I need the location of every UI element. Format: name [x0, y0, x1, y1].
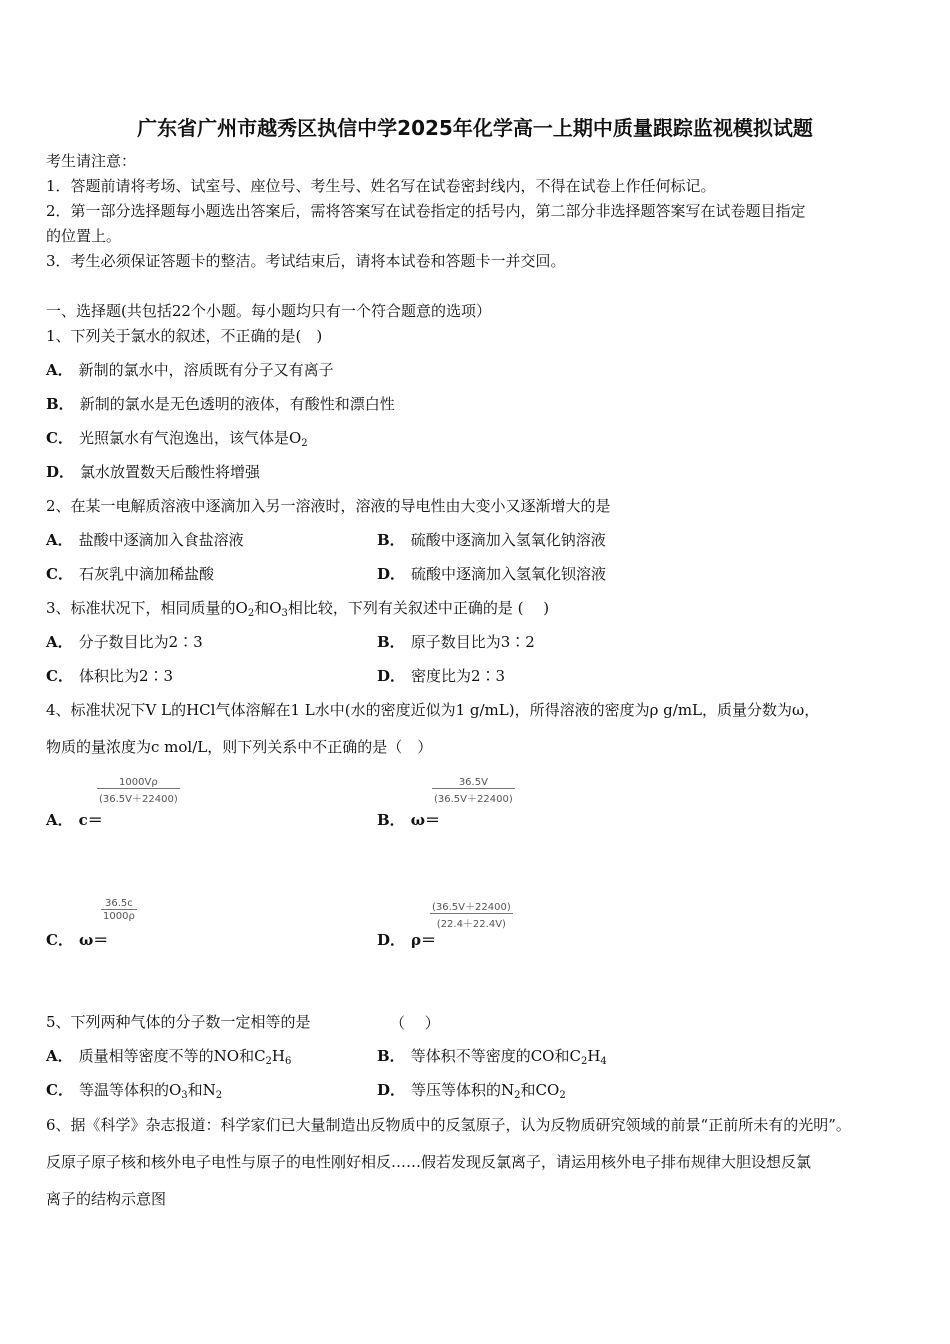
- option-letter: A．: [46, 531, 73, 549]
- option-text: 质量相等密度不等的NO和C: [78, 1047, 266, 1065]
- q5-option-a: [46, 1046, 291, 1066]
- option-letter: D．: [377, 931, 406, 949]
- option-letter: B．: [377, 633, 405, 651]
- option-letter: A．: [46, 811, 73, 829]
- option-letter: D．: [377, 667, 406, 685]
- option-text: H: [271, 1047, 286, 1065]
- q4-option-d: [377, 930, 436, 950]
- q2-option-c: [46, 564, 214, 584]
- subscript: 3: [181, 1090, 188, 1101]
- option-text: 石灰乳中滴加稀盐酸: [78, 565, 214, 583]
- option-letter: B．: [46, 395, 74, 413]
- option-text: 等体积不等密度的CO和C: [410, 1047, 581, 1065]
- option-text: 原子数目比为3∶2: [410, 633, 535, 651]
- fraction-denominator: (36.5V＋22400): [432, 788, 515, 805]
- q4-c-fraction: [101, 898, 137, 922]
- q4-b-fraction: [432, 777, 515, 805]
- q1-stem: 1、下列关于氯水的叙述，不正确的是( ): [46, 327, 323, 345]
- option-letter: B．: [377, 531, 405, 549]
- notice-heading: 考生请注意：: [46, 152, 137, 170]
- notice-item-3: 3．考生必须保证答题卡的整洁。考试结束后，请将本试卷和答题卡一并交回。: [46, 252, 566, 270]
- option-letter: C．: [46, 429, 73, 447]
- option-letter: B．: [377, 1047, 405, 1065]
- q4-stem-line1: 4、标准状况下V L的HCl气体溶解在1 L水中(水的密度近似为1 g/mL)，所得溶液的密度为ρ g/mL，质量分数为ω，: [46, 701, 820, 719]
- option-text: 硫酸中逐滴加入氢氧化钠溶液: [410, 531, 606, 549]
- notice-item-1: 1．答题前请将考场、试室号、座位号、考生号、姓名写在试卷密封线内，不得在试卷上作任何标记。: [46, 177, 716, 195]
- q1-option-a: [46, 360, 334, 380]
- q4-option-b: [377, 810, 440, 830]
- q3-stem-post: 相比较，下列有关叙述中正确的是 ( ): [287, 599, 550, 617]
- option-text: ω＝: [410, 811, 440, 829]
- notice-item-2-cont: 的位置上。: [46, 227, 122, 245]
- q3-option-b: [377, 632, 535, 652]
- q1-option-c: [46, 428, 308, 448]
- q2-stem: 2、在某一电解质溶液中逐滴加入另一溶液时，溶液的导电性由大变小又逐渐增大的是: [46, 497, 611, 515]
- option-text: 光照氯水有气泡逸出，该气体是O: [78, 429, 302, 447]
- option-letter: C．: [46, 931, 73, 949]
- subscript: 2: [559, 1090, 566, 1101]
- subscript: 2: [247, 608, 255, 619]
- q4-a-fraction: [97, 777, 180, 805]
- q3-option-d: [377, 666, 505, 686]
- q5-option-b: [377, 1046, 607, 1066]
- q4-option-a: [46, 810, 103, 830]
- q6-stem-line3: 离子的结构示意图: [46, 1190, 167, 1208]
- subscript: 6: [285, 1056, 292, 1067]
- option-text: 分子数目比为2∶3: [78, 633, 203, 651]
- q5-option-c: [46, 1080, 222, 1100]
- q3-stem-mid: 和O: [254, 599, 282, 617]
- option-text: 和N: [187, 1081, 216, 1099]
- option-text: 等温等体积的O: [78, 1081, 182, 1099]
- option-text: 新制的氯水是无色透明的液体，有酸性和漂白性: [79, 395, 395, 413]
- option-letter: B．: [377, 811, 405, 829]
- option-letter: D．: [377, 1081, 406, 1099]
- option-text: ρ＝: [411, 931, 436, 949]
- q5-option-d: [377, 1080, 566, 1100]
- option-text: 氯水放置数天后酸性将增强: [80, 463, 261, 481]
- option-letter: C．: [46, 667, 73, 685]
- option-text: 等压等体积的N: [411, 1081, 515, 1099]
- subscript: 3: [281, 608, 288, 619]
- subscript: 2: [580, 1056, 588, 1067]
- fraction-numerator: 1000Vρ: [119, 777, 158, 788]
- option-text: 新制的氯水中，溶质既有分子又有离子: [78, 361, 334, 379]
- fraction-denominator: 1000ρ: [103, 911, 135, 922]
- option-letter: C．: [46, 1081, 73, 1099]
- section-heading: 一、选择题(共包括22个小题。每小题均只有一个符合题意的选项）: [46, 302, 491, 320]
- option-text: ω＝: [78, 931, 109, 949]
- fraction-denominator: (36.5V＋22400): [97, 788, 180, 805]
- q2-option-a: [46, 530, 244, 550]
- q5-answer-paren: （ ）: [390, 1014, 440, 1032]
- option-text: 硫酸中逐滴加入氢氧化钡溶液: [411, 565, 607, 583]
- subscript: 2: [265, 1056, 272, 1067]
- q4-stem-line2: 物质的量浓度为c mol/L，则下列关系中不正确的是（ ）: [46, 738, 433, 756]
- fraction-numerator: (36.5V＋22400): [432, 902, 511, 913]
- q3-option-a: [46, 632, 203, 652]
- q1-option-b: [46, 394, 395, 414]
- option-letter: D．: [377, 565, 406, 583]
- option-text: 体积比为2∶3: [78, 667, 174, 685]
- subscript: 2: [215, 1090, 223, 1101]
- option-text: H: [587, 1047, 601, 1065]
- q4-option-c: [46, 930, 108, 950]
- subscript: 2: [301, 438, 308, 449]
- q1-option-d: [46, 462, 260, 482]
- option-letter: C．: [46, 565, 73, 583]
- q6-stem-line2: 反原子原子核和核外电子电性与原子的电性刚好相反……假若发现反氯离子，请运用核外电子排布规律大胆设想反氯: [46, 1153, 812, 1171]
- q2-option-b: [377, 530, 606, 550]
- q6-stem-line1: 6、据《科学》杂志报道：科学家们已大量制造出反物质中的反氢原子，认为反物质研究领域的前景“正前所未有的光明”。: [46, 1116, 851, 1134]
- fraction-denominator: (22.4＋22.4V): [430, 913, 513, 930]
- option-text: 盐酸中逐滴加入食盐溶液: [78, 531, 244, 549]
- notice-item-2: 2．第一部分选择题每小题选出答案后，需将答案写在试卷指定的括号内，第二部分非选择题答案写在试卷题目指定: [46, 202, 806, 220]
- option-text: c＝: [78, 811, 103, 829]
- option-text: 密度比为2∶3: [411, 667, 506, 685]
- q3-option-c: [46, 666, 173, 686]
- fraction-numerator: 36.5V: [458, 777, 488, 788]
- option-letter: D．: [46, 463, 75, 481]
- page-title: 广东省广州市越秀区执信中学2025年化学高一上期中质量跟踪监视模拟试题: [137, 116, 813, 140]
- q3-stem-pre: 3、标准状况下，相同质量的O: [46, 599, 248, 617]
- option-letter: A．: [46, 633, 73, 651]
- q3-stem: [46, 598, 549, 618]
- q5-stem: 5、下列两种气体的分子数一定相等的是: [46, 1013, 311, 1031]
- option-text: 和CO: [520, 1081, 560, 1099]
- q4-d-fraction: [430, 898, 513, 930]
- fraction-numerator: 36.5c: [105, 898, 133, 909]
- option-letter: A．: [46, 361, 73, 379]
- q2-option-d: [377, 564, 606, 584]
- option-letter: A．: [46, 1047, 73, 1065]
- subscript: 4: [600, 1056, 607, 1067]
- subscript: 2: [514, 1090, 521, 1101]
